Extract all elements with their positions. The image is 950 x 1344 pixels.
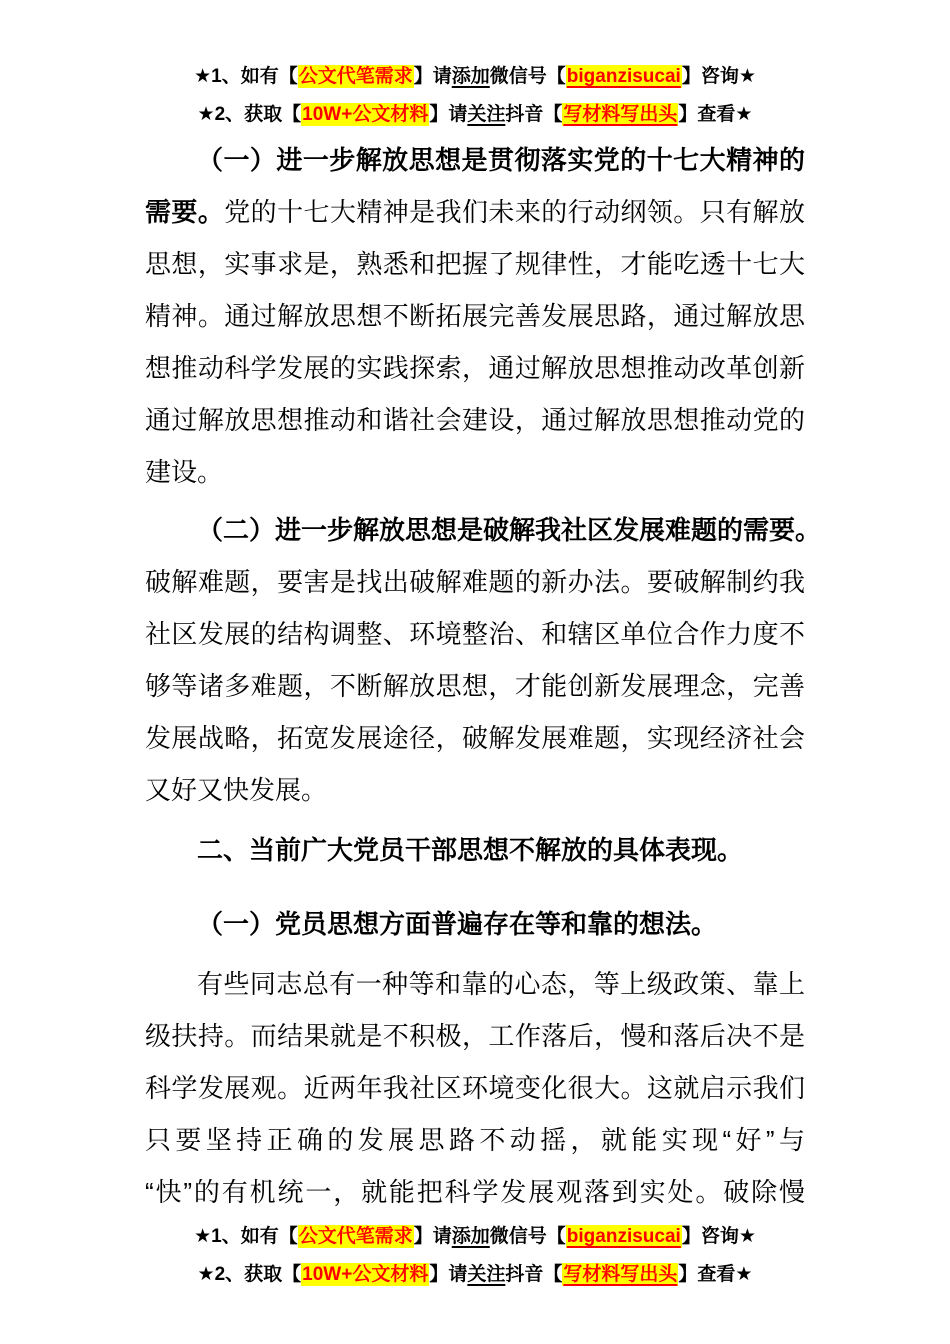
banner-text: ★1、如有【	[194, 66, 298, 87]
highlight-keyword: 10W+公文材料	[302, 1264, 429, 1285]
text-line	[145, 394, 805, 446]
text-line	[145, 186, 805, 238]
promo-line-1	[0, 58, 950, 96]
body-text: 又好又快发展。	[145, 775, 328, 805]
highlight-keyword: 写材料写出头	[563, 1264, 678, 1285]
text-line	[145, 1114, 805, 1166]
text-line	[145, 134, 805, 186]
highlight-keyword: biganzisucai	[566, 66, 681, 87]
document-body	[145, 134, 822, 1218]
text-line	[145, 608, 805, 660]
body-text: 建设。	[145, 457, 224, 487]
text-line	[145, 1010, 805, 1062]
banner-underlined-text: 添加	[451, 66, 490, 87]
bold-text: （一）进一步解放思想是贯彻落实党的十七大精神的	[197, 145, 805, 175]
highlight-keyword: 公文代笔需求	[298, 66, 413, 87]
text-line	[145, 504, 822, 556]
banner-text: 抖音【	[505, 104, 563, 125]
body-text: 够等诸多难题，不断解放思想，才能创新发展理念，完善	[145, 671, 805, 701]
banner-underlined-text: 关注	[467, 1264, 506, 1285]
promo-line-2	[0, 96, 950, 134]
banner-underlined-text: 添加	[451, 1226, 490, 1247]
highlight-keyword: 公文代笔需求	[298, 1226, 413, 1247]
section-2-sub1-heading	[145, 898, 805, 950]
section-2-heading	[145, 824, 805, 876]
banner-text: 】查看★	[678, 104, 753, 125]
body-text: 发展战略，拓宽发展途径，破解发展难题，实现经济社会	[145, 723, 805, 753]
promo-banner-footer	[0, 1218, 950, 1294]
promo-banner-header	[0, 0, 950, 134]
body-text: 社区发展的结构调整、环境整治、和辖区单位合作力度不	[145, 619, 805, 649]
banner-text: 】咨询★	[681, 66, 756, 87]
body-text: 只要坚持正确的发展思路不动摇，就能实现“好”与	[145, 1125, 805, 1155]
body-text: 科学发展观。近两年我社区环境变化很大。这就启示我们	[145, 1073, 805, 1103]
bold-text: 需要。	[145, 197, 225, 227]
body-text: 通过解放思想推动和谐社会建设，通过解放思想推动党的	[145, 405, 805, 435]
body-text: 有些同志总有一种等和靠的心态，等上级政策、靠上	[197, 969, 805, 999]
text-line	[145, 958, 805, 1010]
body-text: 破解难题，要害是找出破解难题的新办法。要破解制约我	[145, 567, 805, 597]
banner-text: 】请	[413, 1226, 452, 1247]
section-2-sub1-para	[145, 958, 805, 1218]
banner-text: 】请	[413, 66, 452, 87]
banner-text: 】请	[429, 1264, 468, 1285]
text-line	[145, 660, 805, 712]
banner-underlined-text: 关注	[467, 104, 506, 125]
promo-line-2	[0, 1256, 950, 1294]
text-line	[145, 290, 805, 342]
text-line	[145, 446, 805, 498]
highlight-keyword: biganzisucai	[566, 1226, 681, 1247]
banner-text: 抖音【	[505, 1264, 563, 1285]
text-line	[145, 556, 805, 608]
body-text: 精神。通过解放思想不断拓展完善发展思路，通过解放思	[145, 301, 805, 331]
text-line	[145, 898, 805, 950]
highlight-keyword: 写材料写出头	[563, 104, 678, 125]
body-text: 思想，实事求是，熟悉和把握了规律性，才能吃透十七大	[145, 249, 805, 279]
text-line	[145, 824, 805, 876]
banner-text: 】请	[429, 104, 468, 125]
text-line	[145, 712, 805, 764]
banner-text: 微信号【	[489, 66, 566, 87]
banner-text: ★1、如有【	[194, 1226, 298, 1247]
body-text: “快”的有机统一，就能把科学发展观落到实处。破除慢	[145, 1177, 805, 1207]
highlight-keyword: 10W+公文材料	[302, 104, 429, 125]
text-line	[145, 238, 805, 290]
text-line	[145, 764, 805, 816]
bold-text: 二、当前广大党员干部思想不解放的具体表现。	[197, 835, 744, 865]
banner-text: 微信号【	[489, 1226, 566, 1247]
section-1-sub1	[145, 134, 805, 498]
text-line	[145, 342, 805, 394]
body-text: 想推动科学发展的实践探索，通过解放思想推动改革创新	[145, 353, 805, 383]
section-1-sub2	[145, 504, 822, 816]
body-text: 党的十七大精神是我们未来的行动纲领。只有解放	[224, 197, 805, 227]
banner-text: ★2、获取【	[197, 1264, 302, 1285]
banner-text: 】咨询★	[681, 1226, 756, 1247]
promo-line-1	[0, 1218, 950, 1256]
banner-text: ★2、获取【	[197, 104, 302, 125]
text-line	[145, 1166, 805, 1218]
banner-text: 】查看★	[678, 1264, 753, 1285]
bold-text: （二）进一步解放思想是破解我社区发展难题的需要。	[197, 515, 822, 545]
bold-text: （一）党员思想方面普遍存在等和靠的想法。	[197, 909, 718, 939]
body-text: 级扶持。而结果就是不积极，工作落后，慢和落后决不是	[145, 1021, 805, 1051]
text-line	[145, 1062, 805, 1114]
